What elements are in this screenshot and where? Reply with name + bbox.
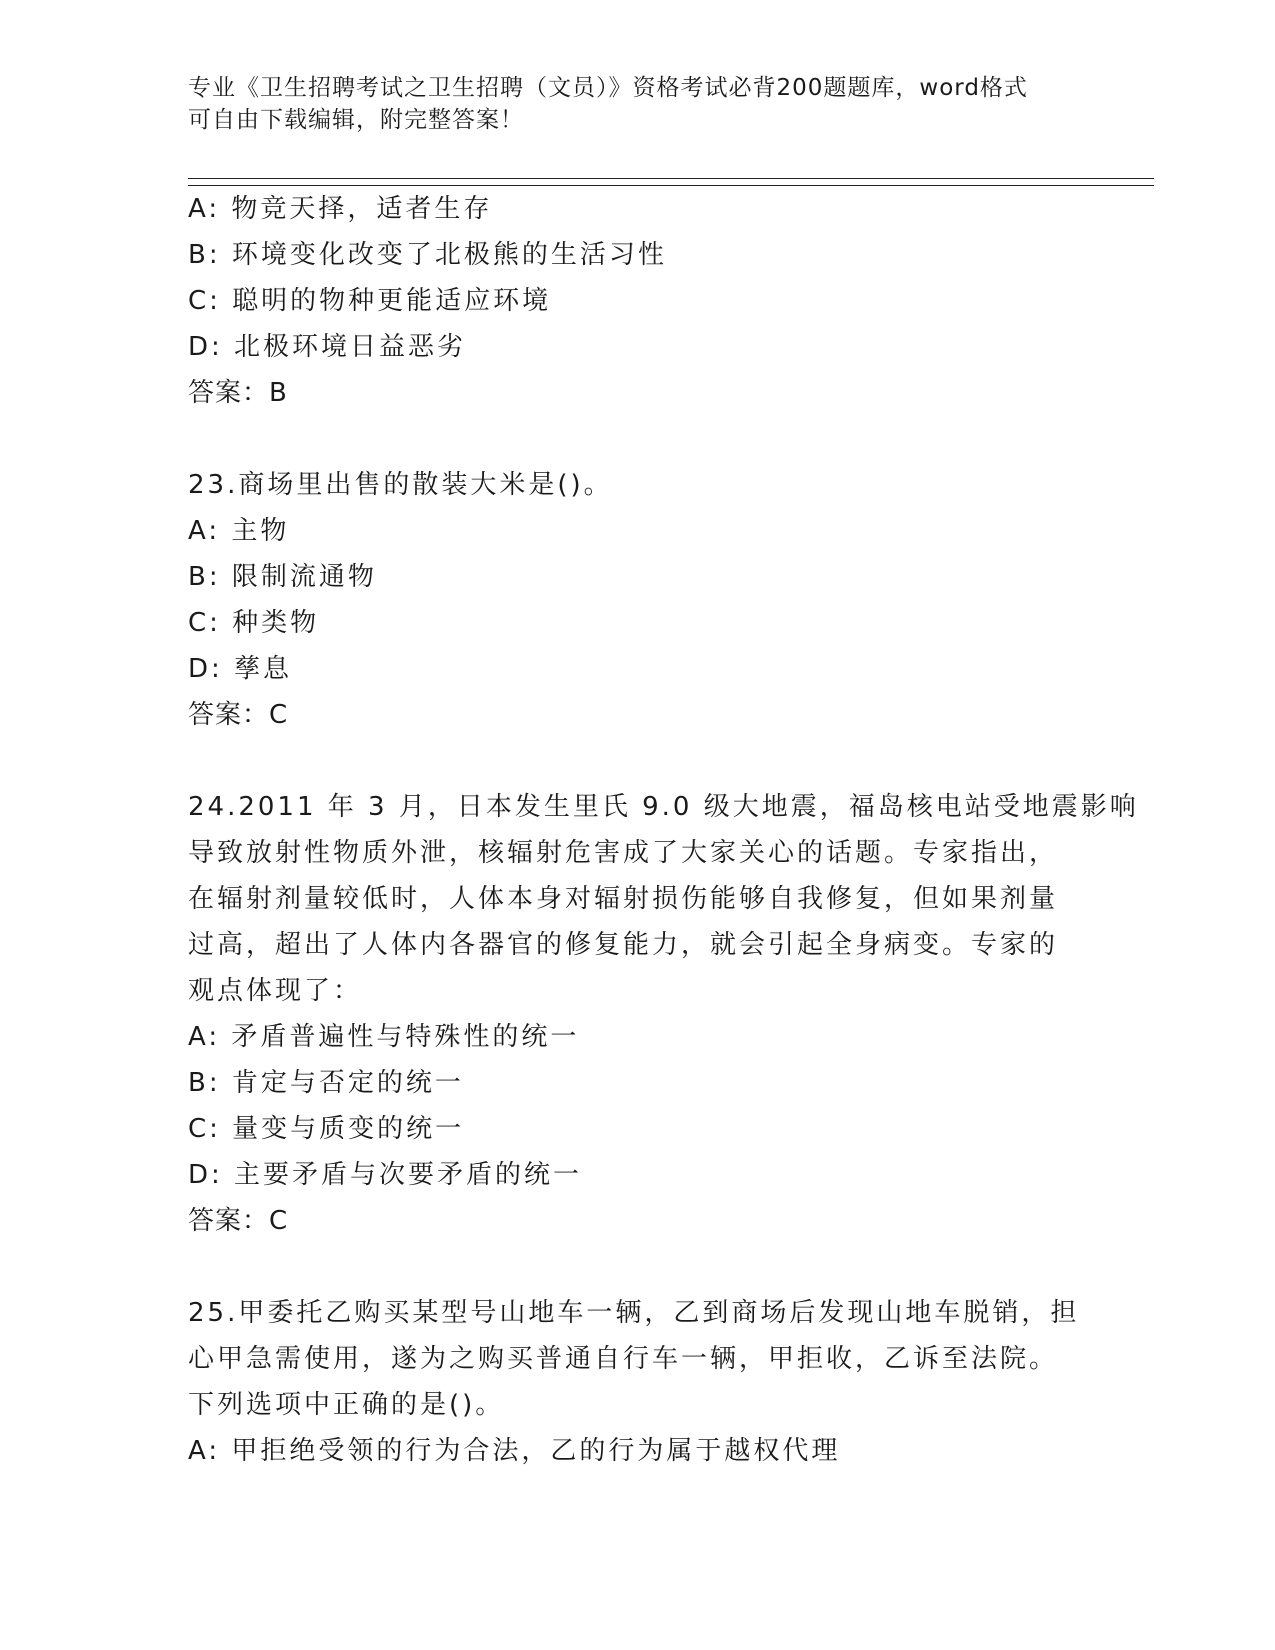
answer-line: 答案：C bbox=[188, 1206, 289, 1236]
question-text-line-2: 导致放射性物质外泄，核辐射危害成了大家关心的话题。专家指出， bbox=[188, 838, 1059, 868]
option-d: D: 北极环境日益恶劣 bbox=[188, 332, 467, 362]
question-22-block bbox=[188, 186, 1088, 416]
option-d: D: 孳息 bbox=[188, 654, 293, 684]
question-text-line-4: 过高，超出了人体内各器官的修复能力，就会引起全身病变。专家的 bbox=[188, 930, 1059, 960]
question-text-line-3: 在辐射剂量较低时，人体本身对辐射损伤能够自我修复，但如果剂量 bbox=[188, 884, 1059, 914]
option-a: A: 主物 bbox=[188, 516, 290, 546]
question-spacer bbox=[188, 416, 1088, 462]
question-spacer bbox=[188, 738, 1088, 784]
question-text: 23.商场里出售的散装大米是()。 bbox=[188, 470, 613, 500]
header-title-line-1: 专业《卫生招聘考试之卫生招聘（文员）》资格考试必背200题题库，word格式 bbox=[188, 75, 1028, 101]
answer-line: 答案：C bbox=[188, 700, 289, 730]
option-c: C: 聪明的物种更能适应环境 bbox=[188, 286, 552, 316]
header-divider bbox=[188, 178, 1154, 186]
option-b: B: 限制流通物 bbox=[188, 562, 377, 592]
option-c: C: 量变与质变的统一 bbox=[188, 1114, 465, 1144]
option-a: A: 矛盾普遍性与特殊性的统一 bbox=[188, 1022, 580, 1052]
question-text-line-3: 下列选项中正确的是()。 bbox=[188, 1390, 505, 1420]
option-a: A: 物竞天择，适者生存 bbox=[188, 194, 493, 224]
option-b: B: 肯定与否定的统一 bbox=[188, 1068, 464, 1098]
question-25-block bbox=[188, 1290, 1088, 1474]
question-text-line-1: 24.2011 年 3 月，日本发生里氏 9.0 级大地震，福岛核电站受地震影响 bbox=[188, 792, 1139, 822]
option-d: D: 主要矛盾与次要矛盾的统一 bbox=[188, 1160, 583, 1190]
question-23-block bbox=[188, 462, 1088, 738]
question-text-line-1: 25.甲委托乙购买某型号山地车一辆，乙到商场后发现山地车脱销，担 bbox=[188, 1298, 1080, 1328]
header-title-line-2: 可自由下载编辑，附完整答案！ bbox=[188, 107, 524, 133]
option-c: C: 种类物 bbox=[188, 608, 320, 638]
question-text-line-5: 观点体现了： bbox=[188, 976, 363, 1006]
document-header bbox=[188, 72, 1088, 136]
question-text-line-2: 心甲急需使用，遂为之购买普通自行车一辆，甲拒收，乙诉至法院。 bbox=[188, 1344, 1059, 1374]
question-spacer bbox=[188, 1244, 1088, 1290]
question-24-block bbox=[188, 784, 1139, 1244]
option-a: A: 甲拒绝受领的行为合法，乙的行为属于越权代理 bbox=[188, 1436, 841, 1466]
option-b: B: 环境变化改变了北极熊的生活习性 bbox=[188, 240, 667, 270]
document-body bbox=[188, 186, 1139, 1474]
answer-line: 答案：B bbox=[188, 378, 288, 408]
